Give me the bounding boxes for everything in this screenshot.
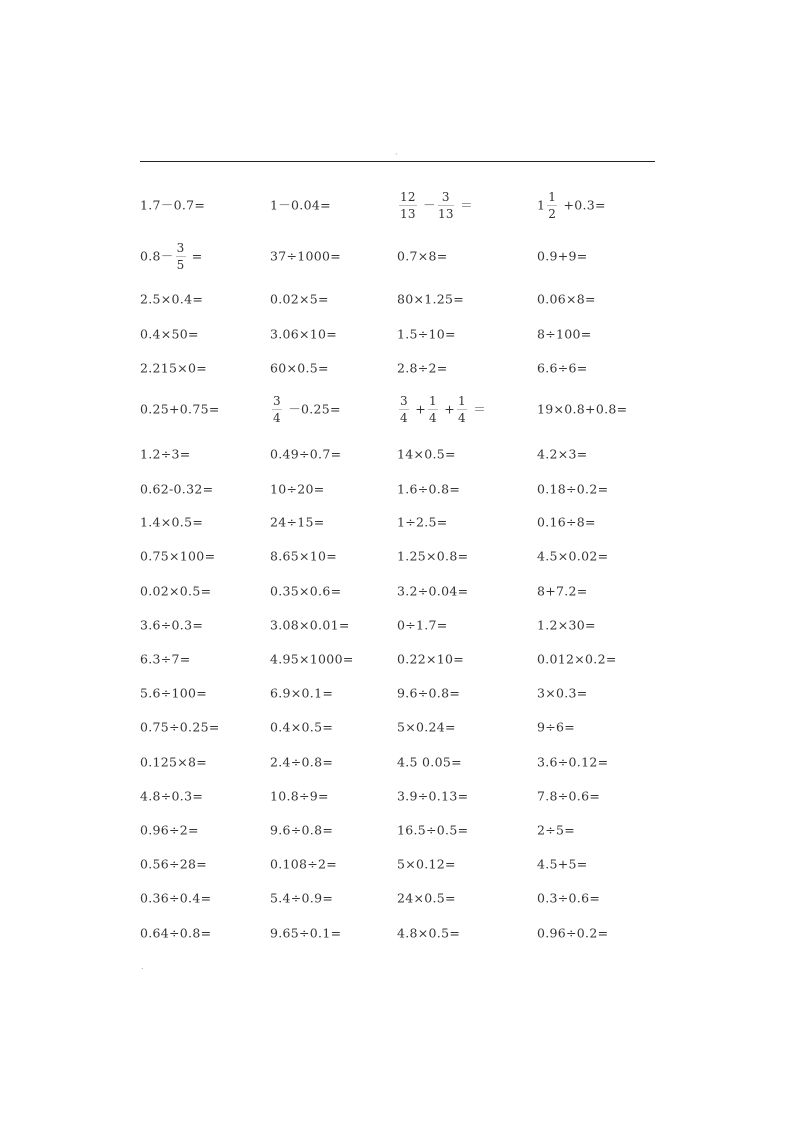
problem-cell (270, 927, 341, 940)
expression-text: 0.25+0.75= (140, 401, 220, 417)
expression-text: 0.8－ (140, 248, 174, 264)
problem-cell (397, 393, 486, 426)
problem-cell (537, 585, 588, 598)
problem-cell (270, 448, 341, 461)
problem-cell (537, 403, 627, 416)
problem-cell (397, 189, 473, 222)
problem-cell (537, 293, 596, 306)
problem-cell (140, 516, 203, 529)
expression-text: 0.22×10= (397, 651, 465, 667)
expression-text: 5.6÷100= (140, 685, 208, 701)
problem-cell (140, 362, 207, 375)
expression-text: 6.6÷6= (537, 360, 588, 376)
problem-cell (270, 199, 331, 212)
expression-text: 9.65÷0.1= (270, 925, 342, 941)
fraction-denominator: 4 (429, 411, 437, 426)
problem-cell (537, 189, 606, 222)
problem-cell (537, 721, 575, 734)
problem-cell (537, 824, 575, 837)
expression-text: 3.9÷0.13= (397, 788, 469, 804)
expression-text: 0.35×0.6= (270, 583, 342, 599)
expression-text: 9÷6= (537, 719, 576, 735)
fraction-numerator: 3 (176, 240, 186, 257)
problem-cell (140, 721, 220, 734)
problem-cell (397, 756, 462, 769)
fraction (399, 393, 409, 426)
problem-cell (140, 293, 203, 306)
problem-cell (537, 516, 596, 529)
problem-cell (537, 927, 608, 940)
expression-text: 0.49÷0.7= (270, 446, 342, 462)
expression-text: 6.3÷7= (140, 651, 191, 667)
expression-text: 1÷2.5= (397, 514, 448, 530)
problem-cell (397, 824, 468, 837)
problem-cell (397, 250, 448, 263)
problem-cell (397, 721, 456, 734)
expression-text: 7.8÷0.6= (537, 788, 601, 804)
problem-cell (140, 403, 220, 416)
expression-text: 5.4÷0.9= (270, 890, 334, 906)
fraction-denominator: 13 (437, 207, 454, 222)
expression-text: 1.4×0.5= (140, 514, 204, 530)
expression-text: 24÷15= (270, 514, 325, 530)
expression-text: 0.4×0.5= (270, 719, 334, 735)
expression-text: 8+7.2= (537, 583, 588, 599)
expression-text: 8÷100= (537, 326, 592, 342)
problem-cell (397, 328, 456, 341)
problem-cell (140, 328, 199, 341)
expression-text: 0.012×0.2= (537, 651, 617, 667)
problem-cell (270, 756, 333, 769)
expression-text: 1.25×0.8= (397, 548, 469, 564)
expression-text: ＝ (468, 401, 487, 417)
expression-text: 0.75×100= (140, 548, 216, 564)
problem-cell (397, 927, 460, 940)
fraction (399, 189, 417, 222)
expression-text: 5×0.12= (397, 856, 456, 872)
expression-text: 2.4÷0.8= (270, 754, 334, 770)
expression-text: 9.6÷0.8= (270, 822, 334, 838)
problem-cell (140, 550, 215, 563)
fraction-numerator: 12 (399, 189, 417, 206)
fraction-numerator: 1 (547, 189, 557, 206)
expression-text: 8.65×10= (270, 548, 338, 564)
problem-cell (397, 362, 448, 375)
fraction-numerator: 3 (399, 393, 409, 410)
expression-text: 10.8÷9= (270, 788, 329, 804)
fraction-numerator: 1 (457, 393, 467, 410)
problem-cell (537, 328, 592, 341)
problem-cell (537, 892, 600, 905)
problem-cell (397, 483, 460, 496)
problem-cell (270, 892, 333, 905)
problem-cell (397, 550, 468, 563)
expression-text: 4.5 0.05= (397, 754, 462, 770)
problem-cell (140, 240, 203, 273)
problem-cell (537, 653, 617, 666)
fraction-denominator: 4 (458, 411, 466, 426)
expression-text: 60×0.5= (270, 360, 329, 376)
expression-text: 16.5÷0.5= (397, 822, 469, 838)
expression-text: 0.62-0.32= (140, 481, 214, 497)
expression-text: 4.95×1000= (270, 651, 354, 667)
fraction-denominator: 13 (400, 207, 416, 222)
problem-cell (270, 550, 337, 563)
problem-cell (537, 250, 588, 263)
problem-cell (270, 585, 341, 598)
expression-text: 0.75÷0.25= (140, 719, 220, 735)
expression-text: 0.06×8= (537, 291, 596, 307)
problem-cell (140, 927, 211, 940)
problem-cell (140, 756, 207, 769)
fraction (428, 393, 438, 426)
problem-cell (270, 362, 329, 375)
fraction-denominator: 4 (273, 411, 281, 426)
bottom-mark: . (141, 962, 144, 971)
problem-cell (397, 293, 464, 306)
problem-cell (537, 858, 588, 871)
expression-text: 0.125×8= (140, 754, 208, 770)
fraction-numerator: 3 (272, 393, 282, 410)
expression-text: 5×0.24= (397, 719, 456, 735)
expression-text: 0.3÷0.6= (537, 890, 601, 906)
problem-cell (270, 858, 337, 871)
expression-text: 1.5÷10= (397, 326, 456, 342)
problem-cell (270, 250, 341, 263)
expression-text: 2÷5= (537, 822, 576, 838)
problem-cell (537, 483, 608, 496)
expression-text: ＝ (455, 197, 473, 213)
problem-cell (397, 892, 456, 905)
problem-cell (537, 619, 596, 632)
expression-text: － (418, 197, 436, 213)
problem-cell (270, 824, 333, 837)
expression-text: 4.5×0.02= (537, 548, 609, 564)
problem-cell (140, 619, 203, 632)
problem-cell (270, 328, 337, 341)
expression-text: 2.5×0.4= (140, 291, 204, 307)
expression-text: 1.7－0.7= (140, 197, 206, 213)
expression-text: 9.6÷0.8= (397, 685, 461, 701)
problem-cell (537, 790, 600, 803)
problem-cell (140, 653, 191, 666)
expression-text: 3.2÷0.04= (397, 583, 469, 599)
expression-text: 0.16÷8= (537, 514, 596, 530)
expression-text: 0.96÷2= (140, 822, 199, 838)
expression-text: 10÷20= (270, 481, 325, 497)
problem-cell (270, 687, 333, 700)
expression-text: 4.8÷0.3= (140, 788, 204, 804)
problem-cell (537, 448, 588, 461)
problem-cell (270, 483, 325, 496)
problem-cell (397, 585, 468, 598)
problem-cell (140, 585, 211, 598)
problem-cell (270, 293, 329, 306)
expression-text: 0.64÷0.8= (140, 925, 212, 941)
expression-text: 0.02×0.5= (140, 583, 212, 599)
fraction-numerator: 1 (428, 393, 438, 410)
fraction-denominator: 4 (400, 411, 408, 426)
expression-text: 0.4×50= (140, 326, 199, 342)
top-mark: · (395, 150, 398, 159)
expression-text: 0.96÷0.2= (537, 925, 609, 941)
expression-text: 0.02×5= (270, 291, 329, 307)
problem-cell (397, 516, 448, 529)
expression-text: 0÷1.7= (397, 617, 448, 633)
expression-text: 2.215×0= (140, 360, 208, 376)
expression-text: 37÷1000= (270, 248, 342, 264)
expression-text: 3×0.3= (537, 685, 588, 701)
expression-text: 3.6÷0.12= (537, 754, 609, 770)
problem-cell (270, 393, 341, 426)
fraction (176, 240, 186, 273)
problem-cell (537, 756, 608, 769)
problem-cell (537, 362, 588, 375)
expression-text: 1.2×30= (537, 617, 596, 633)
problem-cell (270, 790, 329, 803)
problem-cell (140, 448, 191, 461)
problem-cell (397, 619, 448, 632)
problem-cell (140, 790, 203, 803)
expression-text: 1.6÷0.8= (397, 481, 461, 497)
problem-cell (140, 199, 205, 212)
problem-cell (140, 483, 213, 496)
expression-text: 0.108÷2= (270, 856, 338, 872)
expression-text: 1 (537, 197, 546, 213)
fraction (272, 393, 282, 426)
expression-text: 0.36÷0.4= (140, 890, 212, 906)
expression-text: 19×0.8+0.8= (537, 401, 628, 417)
expression-text: 0.18÷0.2= (537, 481, 609, 497)
expression-text: 4.5+5= (537, 856, 588, 872)
expression-text: 0.9+9= (537, 248, 588, 264)
problem-cell (270, 619, 350, 632)
problem-cell (537, 550, 608, 563)
problem-cell (397, 858, 456, 871)
expression-text: 14×0.5= (397, 446, 456, 462)
expression-text: 24×0.5= (397, 890, 456, 906)
problem-cell (270, 516, 325, 529)
problem-cell (397, 687, 460, 700)
problem-cell (140, 858, 207, 871)
problem-cell (140, 687, 207, 700)
expression-text: 3.6÷0.3= (140, 617, 204, 633)
expression-text: 2.8÷2= (397, 360, 448, 376)
expression-text: 80×1.25= (397, 291, 465, 307)
expression-text: 1－0.04= (270, 197, 331, 213)
fraction (438, 189, 454, 222)
expression-text: 0.7×8= (397, 248, 448, 264)
problem-cell (270, 653, 354, 666)
expression-text: 6.9×0.1= (270, 685, 334, 701)
problem-cell (270, 721, 333, 734)
problem-cell (537, 687, 588, 700)
problem-cell (397, 448, 456, 461)
expression-text: －0.25= (283, 401, 341, 417)
expression-text: + (439, 401, 455, 417)
problem-cell (397, 653, 464, 666)
expression-text: 3.06×10= (270, 326, 338, 342)
expression-text: 4.8×0.5= (397, 925, 461, 941)
fraction (457, 393, 467, 426)
expression-text: 4.2×3= (537, 446, 588, 462)
fraction (547, 189, 557, 222)
problem-cell (397, 790, 468, 803)
header-rule (140, 161, 655, 162)
expression-text: 3.08×0.01= (270, 617, 350, 633)
expression-text: 0.56÷28= (140, 856, 208, 872)
problem-cell (140, 824, 199, 837)
problem-cell (140, 892, 211, 905)
expression-text: = (187, 248, 203, 264)
expression-text: 1.2÷3= (140, 446, 191, 462)
fraction-denominator: 2 (548, 207, 557, 222)
fraction-denominator: 5 (176, 258, 185, 273)
fraction-numerator: 3 (438, 189, 454, 206)
expression-text: + (410, 401, 426, 417)
expression-text: +0.3= (559, 197, 606, 213)
